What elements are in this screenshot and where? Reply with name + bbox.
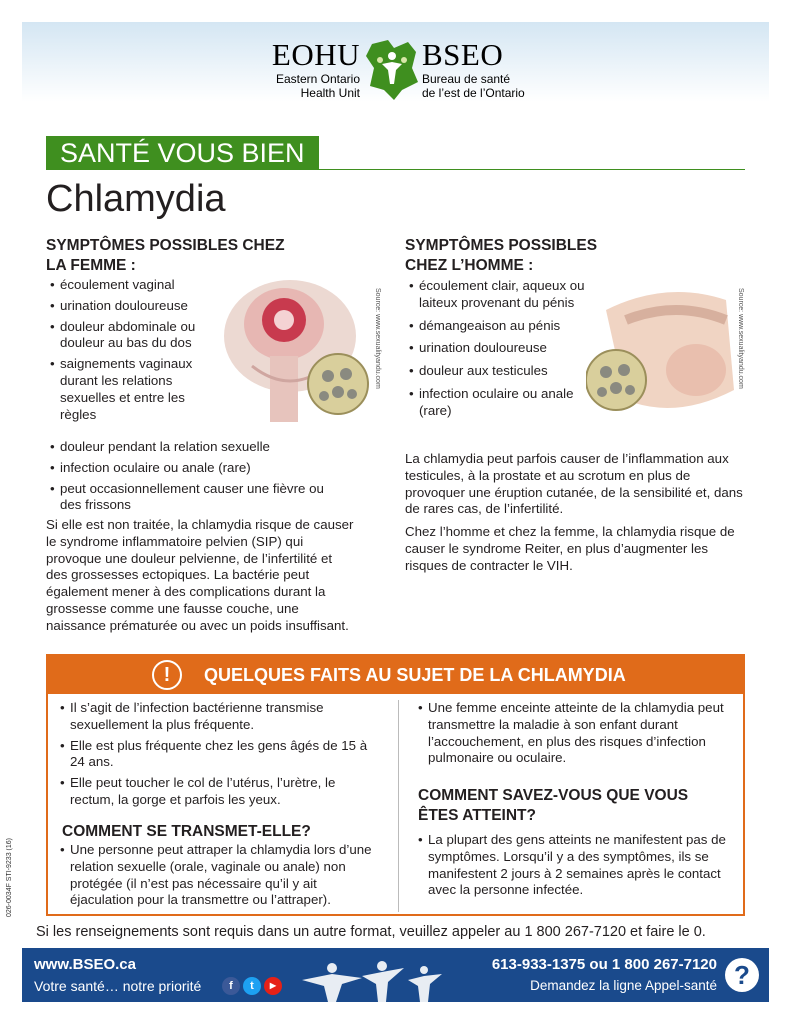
series-banner: SANTÉ VOUS BIEN — [46, 136, 319, 170]
women-section — [46, 236, 366, 276]
facts-header — [48, 656, 743, 694]
list-item: • douleur aux testicules — [405, 363, 585, 380]
list-item: • Elle peut toucher le col de l’utérus, l’urètre, le rectum, la gorge et parfois les yeux. — [56, 775, 374, 809]
men-heading-line2: CHEZ L’HOMME : — [405, 257, 534, 274]
men-paragraph-2-text: Chez l’homme et chez la femme, la chlamydia risque de causer le syndrome Reiter, en plus d’augmenter les risques de contracter le VIH. — [405, 524, 735, 573]
women-heading-line2: LA FEMME : — [46, 257, 136, 274]
list-item: • douleur abdominale ou douleur au bas du dos — [46, 319, 206, 353]
know-section — [418, 786, 738, 826]
list-item: • Il s’agit de l’infection bactérienne transmise sexuellement la plus fréquente. — [56, 700, 374, 734]
transmit-heading: COMMENT SE TRANSMET-ELLE? — [62, 823, 311, 840]
list-item: • urination douloureuse — [405, 340, 585, 357]
men-paragraph-1 — [405, 451, 745, 518]
logo-bseo-text: BSEO — [422, 37, 504, 72]
men-heading-line1: SYMPTÔMES POSSIBLES — [405, 237, 598, 254]
list-item: • écoulement clair, aqueux ou laiteux provenant du pénis — [405, 278, 585, 312]
list-item: • Une femme enceinte atteinte de la chlamydia peut transmettre la maladie à son enfant durant l’accouchement, en plus des risques d’infection pulmonaire ou oculaire. — [414, 700, 736, 767]
facts-right-list — [414, 700, 736, 771]
footer-bar — [22, 948, 769, 1002]
people-silhouettes-icon — [292, 954, 452, 1002]
logo-english — [262, 38, 360, 100]
know-list — [414, 832, 736, 903]
women-symptom-list-bottom — [46, 439, 346, 518]
banner-divider — [46, 169, 745, 170]
transmit-section — [62, 822, 382, 842]
know-heading — [418, 786, 738, 826]
list-item: • urination douloureuse — [46, 298, 206, 315]
transmit-list — [56, 842, 376, 913]
men-symptom-list — [405, 278, 585, 424]
logo-eohu-text: EOHU — [271, 37, 360, 72]
know-heading-line1: COMMENT SAVEZ-VOUS QUE VOUS — [418, 787, 689, 804]
women-symptom-list-top — [46, 277, 206, 427]
eohu-logo — [262, 38, 532, 110]
list-item: • peut occasionnellement causer une fièvre ou des frissons — [46, 481, 346, 515]
men-section — [405, 236, 725, 276]
men-heading — [405, 236, 725, 276]
men-image-source: Source: www.sexualityandu.com — [737, 288, 744, 389]
facts-divider — [398, 700, 399, 912]
logo-fr-line1: Bureau de santé — [422, 72, 511, 86]
facts-box — [46, 654, 745, 916]
male-anatomy-illustration — [586, 280, 736, 420]
women-paragraph — [46, 517, 356, 635]
men-paragraph-1-text: La chlamydia peut parfois causer de l’inflammation aux testicules, à la prostate et au scrotum en plus de provoquer une éruption cutanée, de la sensibilité et, dans de rares cas, de l’infertilité. — [405, 451, 743, 517]
facts-left-list — [56, 700, 374, 813]
facebook-icon[interactable]: f — [222, 977, 240, 995]
list-item: • écoulement vaginal — [46, 277, 206, 294]
health-line-label: Demandez la ligne Appel-santé — [530, 978, 717, 993]
list-item: • démangeaison au pénis — [405, 318, 585, 335]
female-anatomy-illustration — [212, 276, 372, 426]
twitter-icon[interactable]: t — [243, 977, 261, 995]
list-item: • saignements vaginaux durant les relations sexuelles et entre les règles — [46, 356, 206, 423]
list-item: • Une personne peut attraper la chlamydia lors d’une relation sexuelle (orale, vaginale ou anale) non protégée (il n’est pas nécessaire qu’il y ait éjaculation pour la transmettre ou l’attraper). — [56, 842, 376, 909]
tagline: Votre santé… notre priorité — [34, 978, 202, 994]
facts-heading: QUELQUES FAITS AU SUJET DE LA CHLAMYDIA — [204, 665, 626, 685]
logo-en-line2: Health Unit — [300, 86, 360, 100]
men-paragraph-2 — [405, 524, 745, 574]
youtube-icon[interactable]: ▶ — [264, 977, 282, 995]
website-link[interactable]: www.BSEO.ca — [34, 956, 136, 973]
women-image-source: Source: www.sexualityandu.com — [374, 288, 381, 389]
list-item: • infection oculaire ou anale (rare) — [405, 386, 585, 420]
document-code: 026-0034F STI-9233 (16) — [6, 838, 13, 917]
list-item: • infection oculaire ou anale (rare) — [46, 460, 346, 477]
logo-fr-line2: de l’est de l’Ontario — [422, 86, 525, 100]
list-item: • Elle est plus fréquente chez les gens âgés de 15 à 24 ans. — [56, 738, 374, 772]
question-icon: ? — [725, 958, 759, 992]
list-item: • douleur pendant la relation sexuelle — [46, 439, 346, 456]
phone-numbers[interactable]: 613-933-1375 ou 1 800 267-7120 — [491, 956, 717, 973]
list-item: • La plupart des gens atteints ne manifestent pas de symptômes. Lorsqu’il y a des symptômes, ils se manifestent 2 jours à 2 semaines après le contact avec la personne infectée. — [414, 832, 736, 899]
logo-en-line1: Eastern Ontario — [275, 72, 360, 86]
know-heading-line2: ÊTES ATTEINT? — [418, 807, 536, 824]
page-title: Chlamydia — [46, 178, 226, 220]
women-heading — [46, 236, 366, 276]
logo-map-icon — [364, 38, 420, 102]
logo-french — [422, 38, 532, 100]
alternate-format-note: Si les renseignements sont requis dans un autre format, veuillez appeler au 1 800 267-7120 et faire le 0. — [36, 924, 706, 940]
women-heading-line1: SYMPTÔMES POSSIBLES CHEZ — [46, 237, 285, 254]
exclamation-icon: ! — [152, 660, 182, 690]
women-paragraph-text: Si elle est non traitée, la chlamydia risque de causer le syndrome inflammatoire pelvien (SIP) qui provoque une douleur pelvienne, de l’infertilité et des grossesses ectopiques. La bactérie peut également mener à des complications durant la grossesse comme une fausse couche, une naissance prématurée ou avec un poids insuffisant. — [46, 517, 354, 633]
